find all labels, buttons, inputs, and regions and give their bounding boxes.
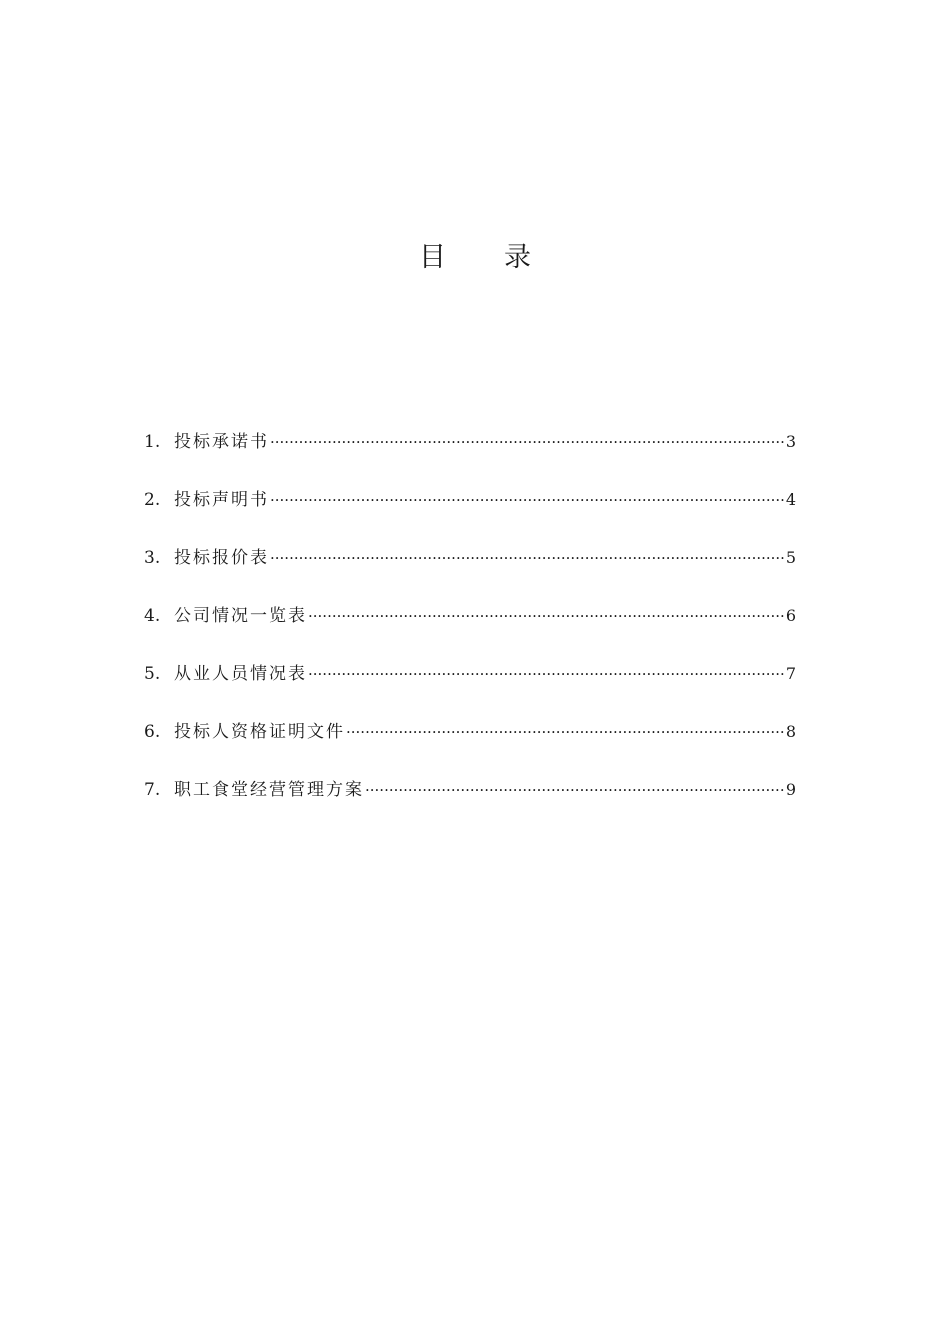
toc-item-5[interactable] bbox=[144, 659, 796, 717]
toc-item-number: 4. bbox=[144, 606, 161, 626]
title-char-1: 目 bbox=[419, 242, 446, 273]
toc-item-page: 3 bbox=[785, 432, 796, 451]
toc-item-title: 投标人资格证明文件 bbox=[174, 722, 345, 742]
title-char-2: 录 bbox=[504, 242, 531, 273]
toc-item-title: 投标声明书 bbox=[174, 490, 269, 510]
toc-item-2[interactable] bbox=[144, 485, 796, 543]
toc-item-number: 1. bbox=[144, 432, 161, 452]
toc-leader-dots bbox=[346, 717, 785, 747]
toc-item-number: 5. bbox=[144, 664, 161, 684]
toc-item-title: 职工食堂经营管理方案 bbox=[174, 780, 364, 800]
toc-item-3[interactable] bbox=[144, 543, 796, 601]
toc-leader-dots bbox=[270, 543, 785, 573]
toc-item-page: 8 bbox=[785, 722, 796, 741]
toc-item-title: 投标承诺书 bbox=[174, 432, 269, 452]
toc-item-6[interactable] bbox=[144, 717, 796, 775]
toc-item-page: 6 bbox=[785, 606, 796, 625]
toc-item-page: 5 bbox=[785, 548, 796, 567]
page-title bbox=[0, 238, 950, 278]
toc-item-title: 投标报价表 bbox=[174, 548, 269, 568]
toc-item-7[interactable] bbox=[144, 775, 796, 833]
toc-item-number: 3. bbox=[144, 548, 161, 568]
toc-item-number: 2. bbox=[144, 490, 161, 510]
toc-item-number: 7. bbox=[144, 780, 161, 800]
toc-item-page: 7 bbox=[785, 664, 796, 683]
toc-item-title: 公司情况一览表 bbox=[174, 606, 307, 626]
toc-leader-dots bbox=[270, 485, 785, 515]
toc-item-page: 9 bbox=[785, 780, 796, 799]
toc-item-page: 4 bbox=[785, 490, 796, 509]
toc-item-4[interactable] bbox=[144, 601, 796, 659]
toc-item-title: 从业人员情况表 bbox=[174, 664, 307, 684]
toc-leader-dots bbox=[308, 601, 785, 631]
toc-leader-dots bbox=[308, 659, 785, 689]
table-of-contents bbox=[144, 427, 796, 833]
toc-leader-dots bbox=[365, 775, 785, 805]
toc-item-number: 6. bbox=[144, 722, 161, 742]
toc-leader-dots bbox=[270, 427, 785, 457]
toc-item-1[interactable] bbox=[144, 427, 796, 485]
